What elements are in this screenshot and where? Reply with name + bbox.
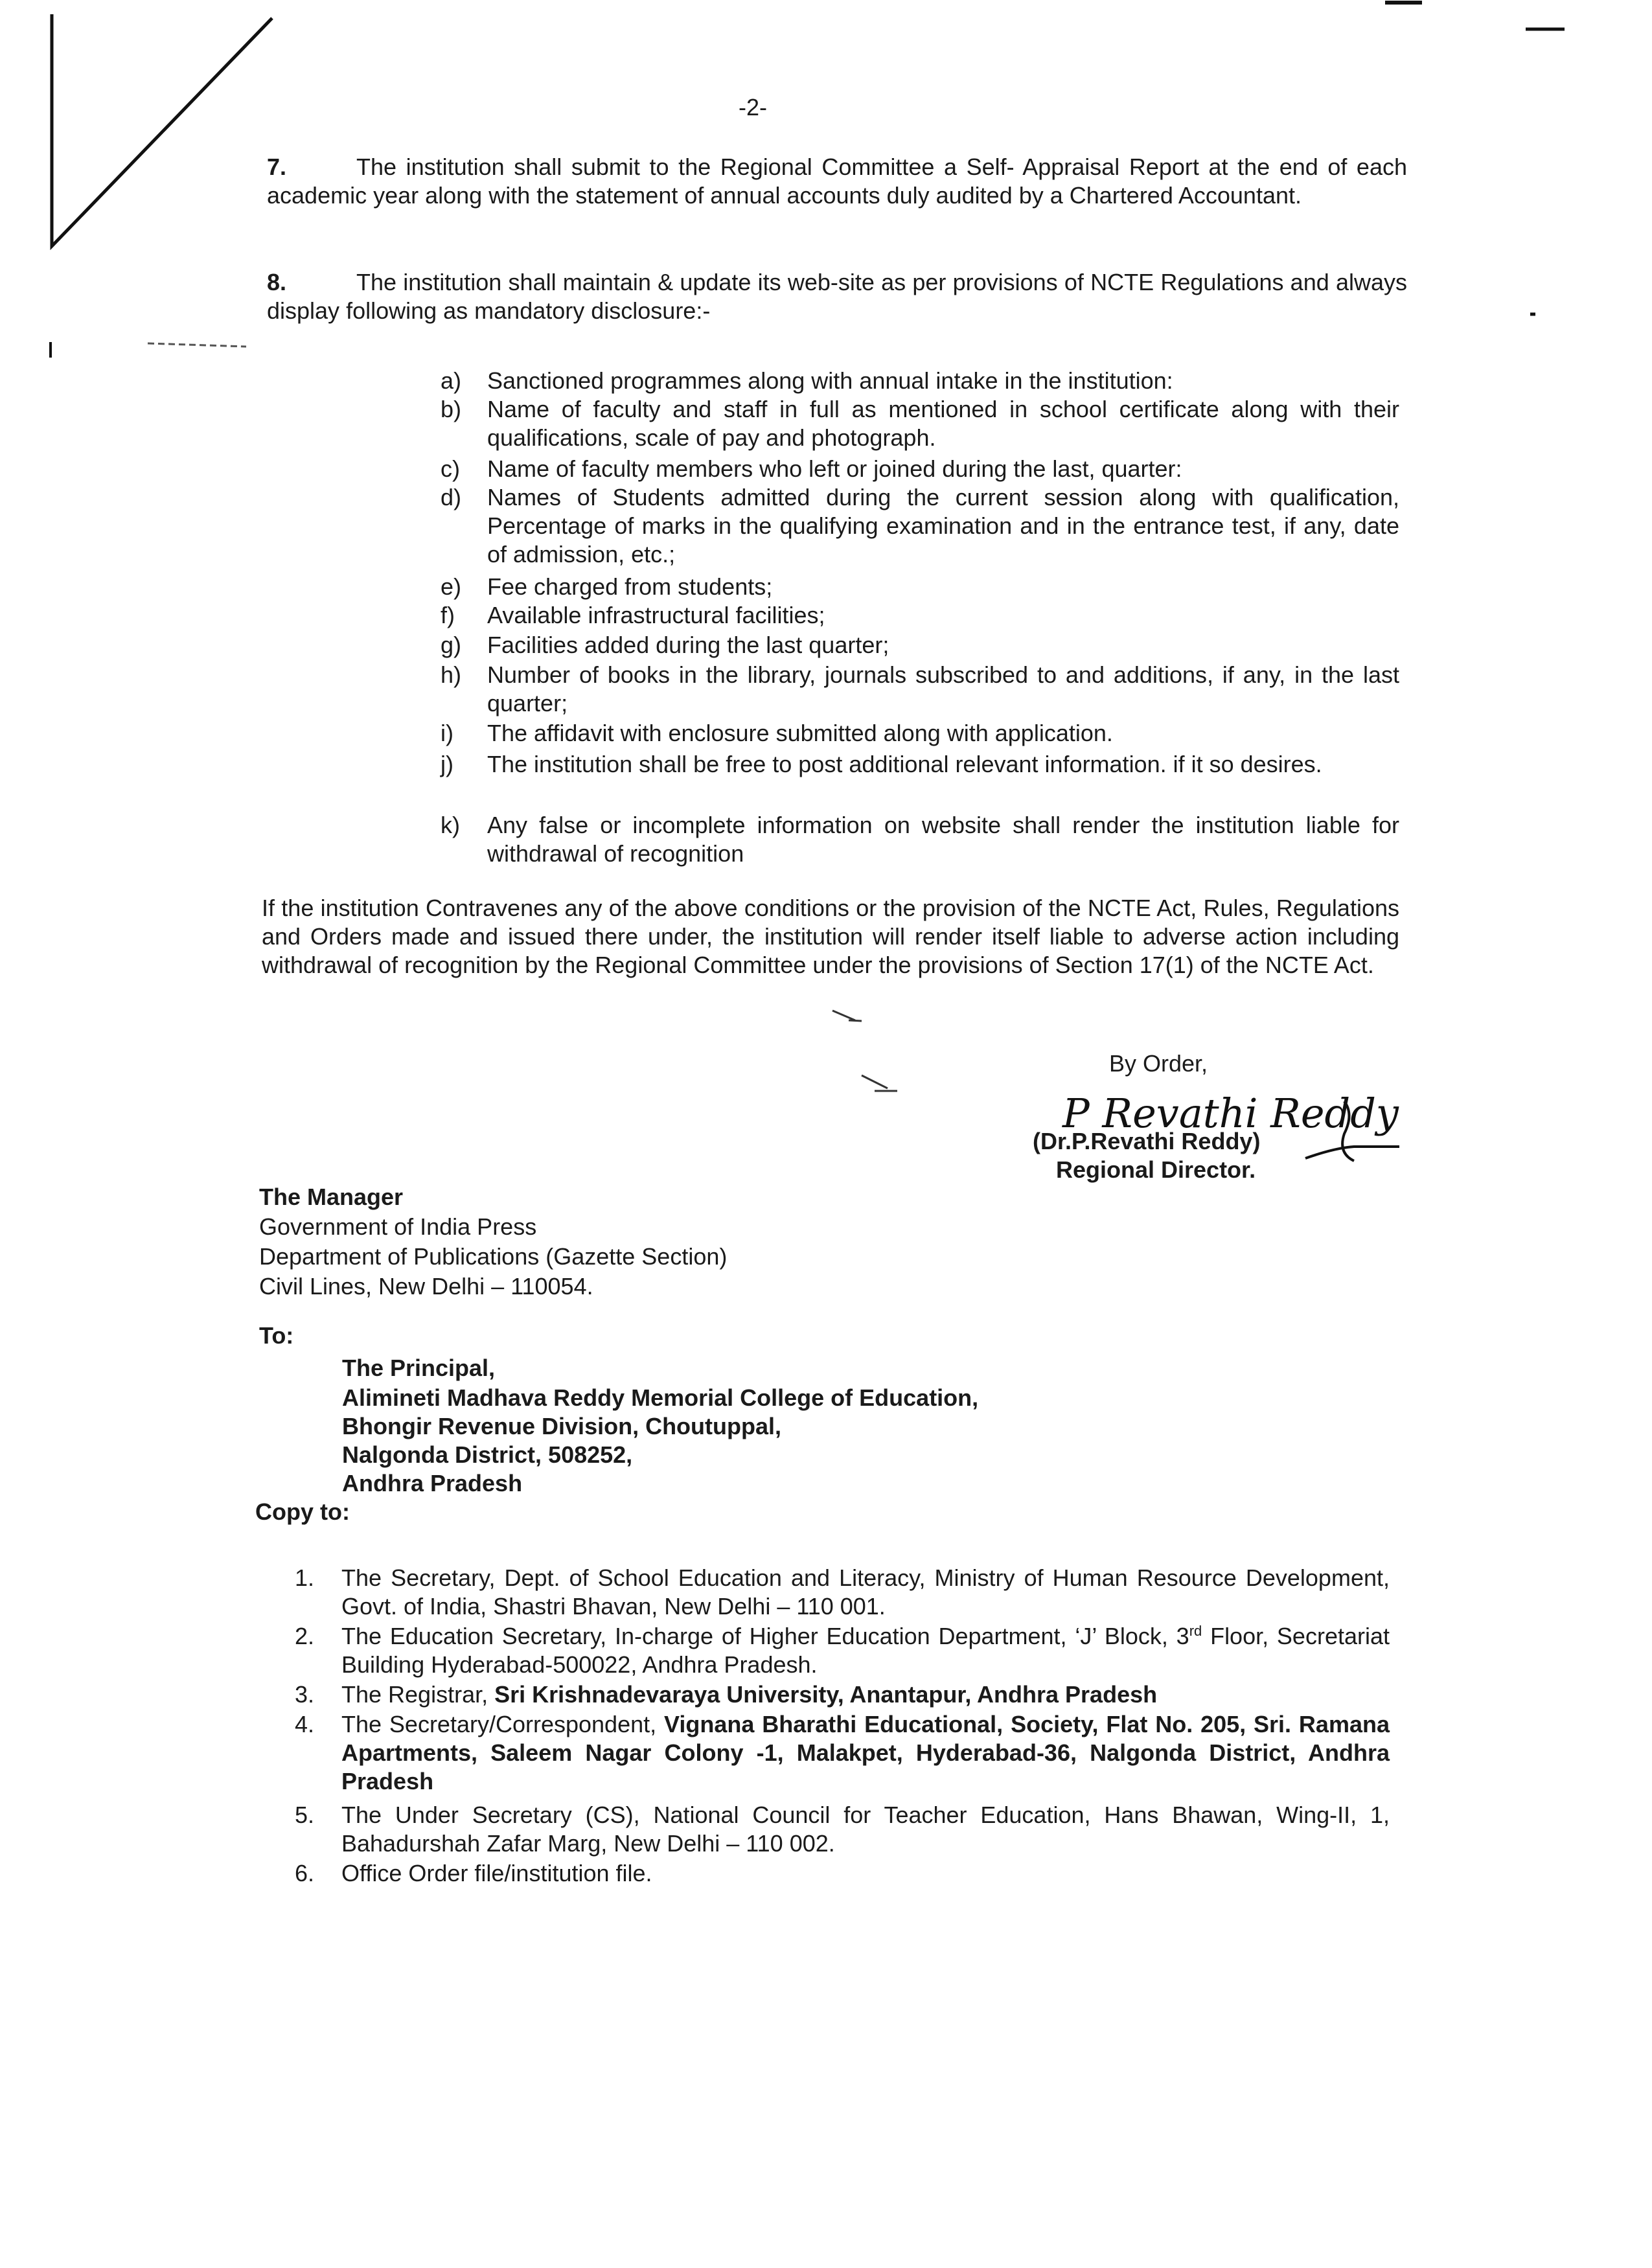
item-text: The Secretary, Dept. of School Education and Literacy, Ministry of Human Resource Development, Govt. of India, Shastri Bhavan, New Delhi – 110 001. [341,1564,1390,1620]
paragraph-number: 8. [267,269,287,295]
item-label: h) [441,661,462,688]
copy-to-item [295,1710,1390,1796]
item-text: The Registrar, Sri Krishnadevaraya University, Anantapur, Andhra Pradesh [341,1681,1158,1708]
stray-mark [862,1075,897,1091]
item-label: i) [441,720,453,746]
stray-mark [832,1011,862,1021]
item-number: 6. [295,1860,315,1886]
copy-to-label: Copy to: [255,1498,350,1525]
disclosure-item [441,395,1399,452]
disclosure-item [441,661,1399,718]
paragraph-text: The institution shall maintain & update its web-site as per provisions of NCTE Regulations and always display following as mandatory disclosure:- [267,269,1407,324]
signatory-name: (Dr.P.Revathi Reddy) [1033,1128,1261,1154]
item-text: Facilities added during the last quarter; [487,632,889,658]
contravene-paragraph: If the institution Contravenes any of the above conditions or the provision of the NCTE Act, Rules, Regulations and Orders made and issued there under, the institution will render itself liable to adverse action including withdrawal of recognition by the Regional Committee under the provisions of Section 17(1) of the NCTE Act. [262,895,1399,978]
item-number: 5. [295,1802,315,1828]
item-label: d) [441,484,462,510]
item-number: 1. [295,1564,315,1591]
item-text: Name of faculty members who left or joined during the last, quarter: [487,455,1182,482]
copy-to-item [295,1801,1390,1858]
item-number: 4. [295,1711,315,1737]
page-number: -2- [739,94,767,120]
disclosure-item [441,573,1399,601]
signatory-title: Regional Director. [1056,1156,1256,1183]
item-text: Available infrastructural facilities; [487,602,825,628]
disclosure-item [441,719,1399,748]
disclosure-item [441,601,1399,630]
paragraph-number: 7. [267,154,287,180]
item-text: The Secretary/Correspondent, Vignana Bharathi Educational, Society, Flat No. 205, Sri. Ramana Apartments, Saleem Nagar Colony -1, Malakpet, Hyderabad-36, Nalgonda District, Andhra Pradesh [341,1711,1390,1794]
disclosure-item [441,483,1399,569]
scan-streak-mark [148,343,246,347]
recipient-line: Alimineti Madhava Reddy Memorial College of Education, [342,1384,979,1411]
item-text: The Under Secretary (CS), National Council for Teacher Education, Hans Bhawan, Wing-II, 1, Bahadurshah Zafar Marg, New Delhi – 110 002. [341,1802,1390,1857]
to-label: To: [259,1322,294,1349]
disclosure-item [441,750,1399,779]
disclosure-item [441,455,1399,483]
copy-to-item [295,1859,1390,1888]
item-label: f) [441,602,455,628]
item-text: The Education Secretary, In-charge of Higher Education Department, ‘J’ Block, 3rd Floor, Secretariat Building Hyderabad-500022, Andhra Pradesh. [341,1623,1390,1678]
by-order: By Order, [1109,1050,1208,1077]
copy-to-item [295,1564,1390,1621]
item-text: Name of faculty and staff in full as mentioned in school certificate along with their qualifications, scale of pay and photograph. [487,396,1399,451]
paragraph-text: The institution shall submit to the Regional Committee a Self- Appraisal Report at the end of each academic year along with the statement of annual accounts duly audited by a Chartered Accountant. [267,154,1407,209]
item-text: Names of Students admitted during the current session along with qualification, Percentage of marks in the qualifying examination and in the entrance test, if any, date of admission, etc.; [487,484,1399,567]
item-label: k) [441,812,460,838]
item-label: b) [441,396,462,422]
item-number: 3. [295,1681,315,1708]
manager-address-line: Department of Publications (Gazette Section) [259,1243,728,1270]
disclosure-item [441,631,1399,659]
disclosure-item [441,811,1399,868]
item-text: Office Order file/institution file. [341,1860,652,1886]
item-label: a) [441,367,462,394]
item-text: Any false or incomplete information on website shall render the institution liable for withdrawal of recognition [487,812,1399,867]
copy-to-item [295,1622,1390,1679]
disclosure-item [441,367,1399,395]
recipient-line: Bhongir Revenue Division, Choutuppal, [342,1413,782,1439]
item-text: Fee charged from students; [487,573,773,600]
item-label: j) [441,751,453,777]
manager-address-line: Civil Lines, New Delhi – 110054. [259,1273,593,1300]
manager-title: The Manager [259,1184,404,1210]
item-label: g) [441,632,462,658]
item-label: c) [441,455,460,482]
recipient-line: Nalgonda District, 508252, [342,1441,633,1468]
item-text: The affidavit with enclosure submitted along with application. [487,720,1113,746]
paragraph-7 [267,153,1407,210]
item-text: Number of books in the library, journals subscribed to and additions, if any, in the last quarter; [487,661,1399,716]
item-number: 2. [295,1623,315,1649]
item-text: Sanctioned programmes along with annual intake in the institution: [487,367,1173,394]
recipient-line: The Principal, [342,1355,496,1381]
item-label: e) [441,573,462,600]
copy-to-item [295,1680,1390,1709]
manager-address-line: Government of India Press [259,1213,537,1240]
item-text: The institution shall be free to post additional relevant information. if it so desires. [487,751,1322,777]
paragraph-8 [267,268,1407,325]
recipient-line: Andhra Pradesh [342,1470,523,1496]
pen-check-mark [52,14,272,246]
svg-text:P Revathi Reddy: P Revathi Reddy [1062,1090,1399,1137]
